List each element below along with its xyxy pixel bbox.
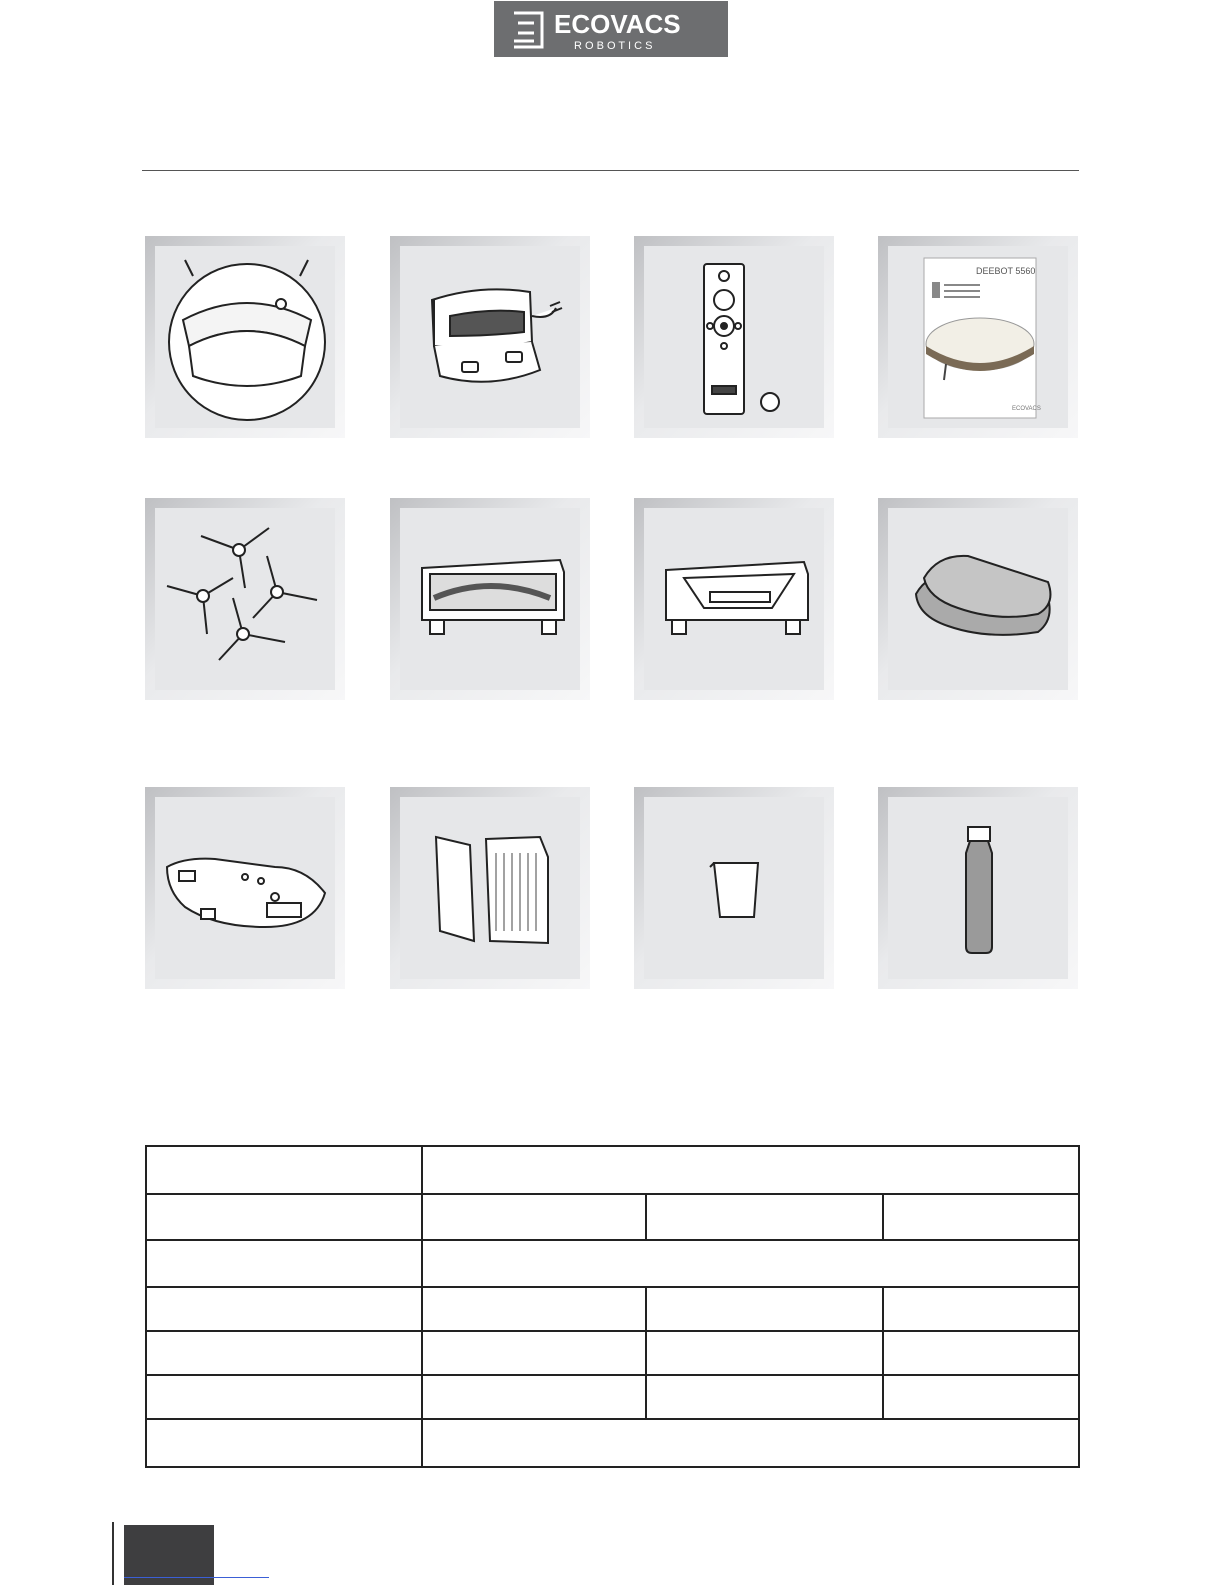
manual-model: DEEBOT 5560 [976,266,1036,276]
footer-divider [112,1522,114,1585]
table-cell [146,1146,422,1194]
svg-text:ECOVACS: ECOVACS [1012,406,1041,412]
table-cell [146,1240,422,1287]
footer-link[interactable] [124,1577,269,1578]
mop-plate-icon [155,797,335,979]
measuring-cup-icon [644,797,824,979]
package-item-water-tank [634,498,834,700]
table-row [146,1375,1079,1419]
table-row [146,1287,1079,1331]
table-cell [422,1375,646,1419]
package-item-remote [634,236,834,438]
package-item-charging-dock [390,236,590,438]
header-rule [142,170,1079,171]
package-item-mop-plate [145,787,345,989]
ecovacs-logo-icon [494,1,728,57]
package-item-manual [878,236,1078,438]
package-item-detergent [878,787,1078,989]
table-cell [422,1240,1079,1287]
table-row [146,1331,1079,1375]
table-cell [422,1287,646,1331]
package-item-measuring-cup [634,787,834,989]
brand-name: ECOVACS [554,9,681,39]
table-row [146,1194,1079,1240]
table-cell [646,1194,883,1240]
table-cell [422,1146,1079,1194]
table-cell [883,1287,1079,1331]
table-cell [646,1331,883,1375]
table-cell [883,1375,1079,1419]
brand-sub: R O B O T I C S [574,40,653,52]
specification-table [145,1145,1080,1468]
package-item-cleaning-pads [878,498,1078,700]
table-row [146,1419,1079,1467]
package-item-dust-bin [390,498,590,700]
table-row [146,1240,1079,1287]
table-cell [146,1375,422,1419]
charging-dock-icon [400,246,580,428]
table-cell [646,1287,883,1331]
dust-bin-icon [400,508,580,690]
side-brushes-icon [155,508,335,690]
water-tank-icon [644,508,824,690]
table-cell [146,1194,422,1240]
package-item-side-brushes [145,498,345,700]
page-number-tab [124,1525,214,1585]
robot-vacuum-icon [155,246,335,428]
table-cell [146,1419,422,1467]
remote-control-icon [644,246,824,428]
instruction-manual-icon [888,246,1068,428]
cleaning-pads-icon [888,508,1068,690]
table-cell [883,1331,1079,1375]
table-row [146,1146,1079,1194]
table-cell [146,1287,422,1331]
table-cell [883,1194,1079,1240]
table-cell [422,1331,646,1375]
filters-icon [400,797,580,979]
table-cell [422,1194,646,1240]
table-cell [422,1419,1079,1467]
package-item-robot [145,236,345,438]
ecovacs-logo [494,1,728,57]
table-cell [146,1331,422,1375]
detergent-bottle-icon [888,797,1068,979]
table-cell [646,1375,883,1419]
package-item-filters [390,787,590,989]
